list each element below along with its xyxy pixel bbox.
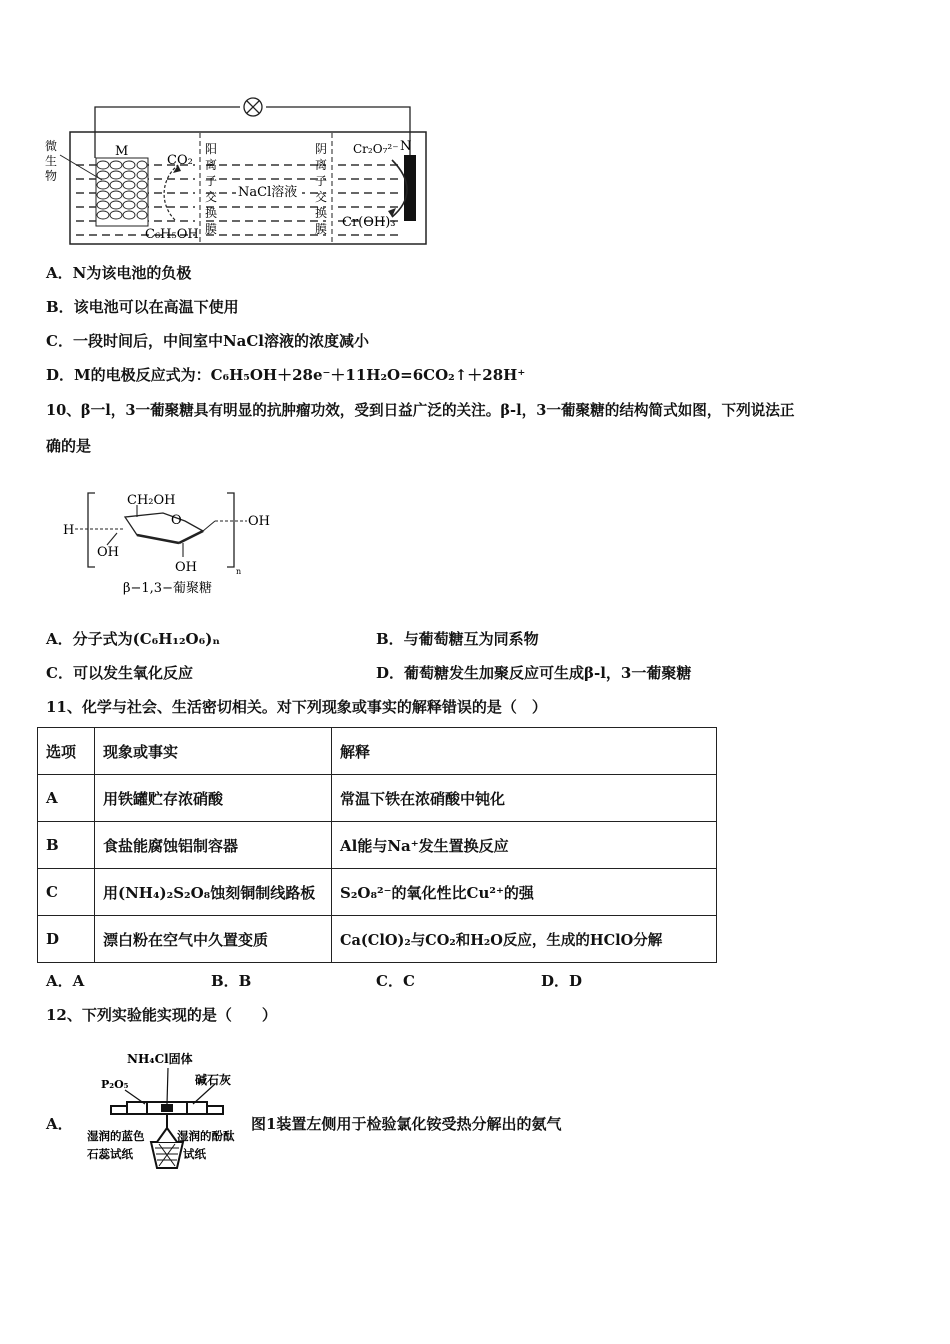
glucan-structure [55,485,285,600]
q10-option-b: B．与葡萄糖互为同系物 [376,630,539,648]
table-cell: S₂O₈²⁻的氧化性比Cu²⁺的强 [332,869,717,916]
cation-membrane-char: 离 [205,158,218,172]
subscript-n: n [236,567,242,576]
q9-option-b: B．该电池可以在高温下使用 [46,298,239,316]
q10-stem-line2: 确的是 [46,437,92,455]
soda-lime-label: 碱石灰 [195,1073,232,1087]
q11-stem: 11、化学与社会、生活密切相关。对下列现象或事实的解释错误的是（ ） [46,698,547,716]
right-paper-label-1: 湿润的酚酞 [177,1129,235,1143]
q9-option-d: D．M的电极反应式为：C₆H₅OH＋28e⁻＋11H₂O=6CO₂↑＋28H⁺ [46,366,526,384]
oh-left-label: OH [97,545,119,560]
table-cell: 常温下铁在浓硝酸中钝化 [332,775,717,822]
table-header-row [38,728,717,775]
oh-bottom-label: OH [175,560,197,575]
cation-membrane-char: 阳 [205,142,218,156]
cation-membrane-char: 膜 [205,222,218,236]
cation-membrane-char: 换 [205,206,218,220]
table-row [38,775,717,822]
p2o5-label: P₂O₅ [101,1078,129,1091]
table-cell: D [38,916,95,963]
table-cell: A [38,775,95,822]
microbe-label-3: 物 [45,169,58,183]
label-M: M [115,144,129,159]
microbe-label-1: 微 [45,139,58,153]
nh4cl-label: NH₄Cl固体 [127,1052,193,1066]
q11-option-b: B．B [211,972,252,990]
ammonium-chloride-apparatus [85,1050,250,1180]
q10-option-a: A．分子式为(C₆H₁₂O₆)ₙ [46,630,221,648]
q12-option-a-label: A． [46,1115,73,1133]
cation-membrane-char: 子 [205,174,218,188]
q11-option-d: D．D [541,972,583,990]
header-cell: 现象或事实 [95,728,332,775]
table-row [38,916,717,963]
label-phenol: C₆H₅OH [145,227,199,242]
q11-option-a: A．A [46,972,85,990]
q12-stem: 12、下列实验能实现的是（ ） [46,1006,277,1024]
label-N: N [400,139,412,154]
fuel-cell-diagram [40,95,440,255]
right-paper-label-2: 试纸 [183,1147,206,1161]
label-chromium-hydroxide: Cr(OH)₃ [342,215,396,230]
anion-membrane-char: 离 [315,158,328,172]
microbe-label-2: 生 [45,154,58,168]
glucan-caption: β−1,3−葡聚糖 [123,581,212,596]
table-row [38,822,717,869]
anion-membrane-char: 膜 [315,222,328,236]
header-cell: 选项 [38,728,95,775]
q10-option-d: D．葡萄糖发生加聚反应可生成β-l，3一葡聚糖 [376,664,692,682]
table-cell: 用(NH₄)₂S₂O₈蚀刻铜制线路板 [95,869,332,916]
anion-membrane-char: 阴 [315,142,328,156]
ring-o-label: O [171,513,182,528]
q11-option-c: C．C [376,972,415,990]
q9-option-c: C．一段时间后，中间室中NaCl溶液的浓度减小 [46,332,370,350]
electrode-N [404,155,416,221]
table-cell: 食盐能腐蚀铝制容器 [95,822,332,869]
label-co2: CO₂ [167,153,193,168]
label-dichromate: Cr₂O₇²⁻ [353,142,399,156]
table-cell: 漂白粉在空气中久置变质 [95,916,332,963]
table-cell: C [38,869,95,916]
left-paper-label-1: 湿润的蓝色 [87,1129,145,1143]
ch2oh-label: CH₂OH [127,493,176,508]
anion-membrane-char: 子 [315,174,328,188]
q11-table [37,727,717,963]
q10-stem-line1: 10、β一l，3一葡聚糖具有明显的抗肿瘤功效，受到日益广泛的关注。β-l，3一葡聚糖的结构简式如图，下列说法正 [46,402,795,419]
table-cell: Al能与Na⁺发生置换反应 [332,822,717,869]
q12-option-a-text: 图1装置左侧用于检验氯化铵受热分解出的氨气 [251,1115,562,1133]
table-cell: B [38,822,95,869]
anion-membrane-char: 换 [315,206,328,220]
left-paper-label-2: 石蕊试纸 [87,1147,133,1161]
q9-option-a: A．N为该电池的负极 [46,264,192,282]
cation-membrane-char: 交 [205,190,218,204]
label-nacl: NaCl溶液 [238,185,298,200]
header-cell: 解释 [332,728,717,775]
q10-option-c: C．可以发生氧化反应 [46,664,193,682]
oh-right-label: OH [248,514,270,529]
table-row [38,869,717,916]
table-cell: Ca(ClO)₂与CO₂和H₂O反应，生成的HClO分解 [332,916,717,963]
anion-membrane-char: 交 [315,190,328,204]
table-cell: 用铁罐贮存浓硝酸 [95,775,332,822]
h-label: H [63,523,75,538]
